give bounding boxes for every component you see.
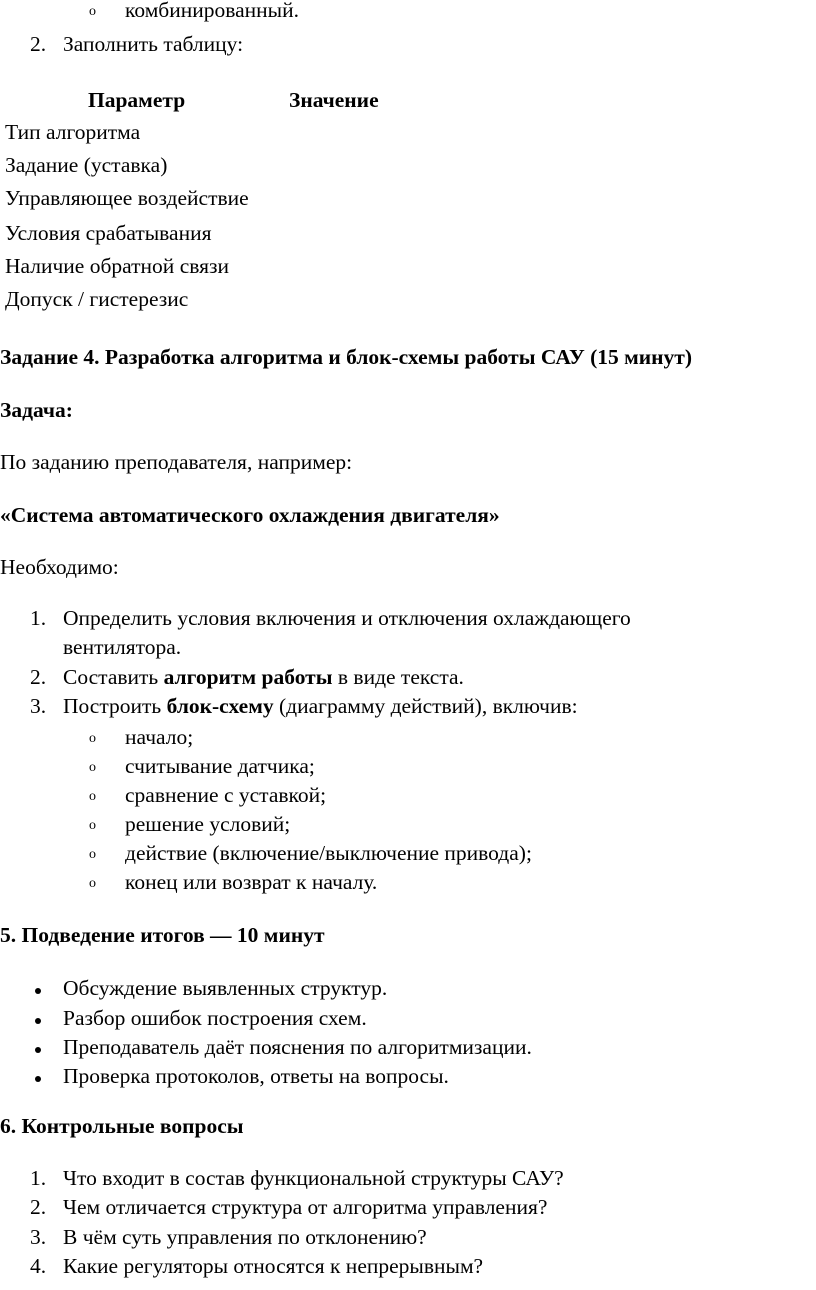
need-label: Необходимо:	[0, 555, 119, 579]
list-item-number: 4.	[30, 1254, 47, 1278]
list-sub-marker: o	[89, 876, 96, 891]
table-header-value: Значение	[289, 88, 379, 112]
question-item: Какие регуляторы относятся к непрерывным?	[63, 1254, 484, 1278]
table-row: Управляющее воздействие	[5, 186, 249, 210]
bullet-item: Обсуждение выявленных структур.	[63, 976, 388, 1000]
list-item-number: 2.	[30, 665, 47, 689]
table-row: Допуск / гистерезис	[5, 287, 189, 311]
list-item-text: Построить блок-схему (диаграмму действий), включив:	[63, 694, 578, 718]
list-item-number: 1.	[30, 1166, 47, 1190]
system-title: «Система автоматического охлаждения двигателя»	[0, 503, 500, 527]
bullet-icon	[35, 1076, 41, 1082]
list-item-number: 2.	[30, 32, 47, 56]
task-label: Задача:	[0, 398, 73, 422]
question-item: Чем отличается структура от алгоритма управления?	[63, 1195, 548, 1219]
section6-heading: 6. Контрольные вопросы	[0, 1114, 244, 1138]
task4-heading: Задание 4. Разработка алгоритма и блок-схемы работы САУ (15 минут)	[0, 345, 693, 369]
list-item-number: 3.	[30, 694, 47, 718]
bullet-item: Разбор ошибок построения схем.	[63, 1006, 367, 1030]
task-intro: По заданию преподавателя, например:	[0, 450, 353, 474]
list-item-text: Заполнить таблицу:	[63, 32, 244, 56]
table-row: Тип алгоритма	[5, 120, 141, 144]
list-sub-marker: o	[89, 818, 96, 833]
list-sub-item: считывание датчика;	[125, 754, 315, 778]
list-sub-marker: o	[89, 789, 96, 804]
question-item: В чём суть управления по отклонению?	[63, 1225, 427, 1249]
list-sub-marker: o	[89, 731, 96, 746]
list-sub-item: действие (включение/выключение привода);	[125, 841, 532, 865]
question-item: Что входит в состав функциональной структуры САУ?	[63, 1166, 564, 1190]
list-sub-marker: o	[89, 847, 96, 862]
list-sub-item: начало;	[125, 725, 194, 749]
table-row: Наличие обратной связи	[5, 254, 229, 278]
list-sub-marker: o	[89, 4, 96, 19]
section5-heading: 5. Подведение итогов — 10 минут	[0, 923, 325, 947]
list-sub-item: сравнение с уставкой;	[125, 783, 327, 807]
list-item-text: Определить условия включения и отключения охлаждающего	[63, 606, 631, 630]
list-item-number: 3.	[30, 1225, 47, 1249]
bullet-icon	[35, 1018, 41, 1024]
list-sub-item: комбинированный.	[125, 0, 300, 22]
list-item-number: 2.	[30, 1195, 47, 1219]
bullet-item: Преподаватель даёт пояснения по алгоритмизации.	[63, 1035, 532, 1059]
table-header-param: Параметр	[88, 88, 186, 112]
list-item-text: Составить алгоритм работы в виде текста.	[63, 665, 464, 689]
list-item-text: вентилятора.	[63, 635, 182, 659]
list-sub-item: решение условий;	[125, 812, 291, 836]
bullet-item: Проверка протоколов, ответы на вопросы.	[63, 1064, 449, 1088]
table-row: Условия срабатывания	[5, 221, 212, 245]
list-sub-item: конец или возврат к началу.	[125, 870, 378, 894]
bullet-icon	[35, 1047, 41, 1053]
table-row: Задание (уставка)	[5, 153, 168, 177]
bullet-icon	[35, 988, 41, 994]
list-sub-marker: o	[89, 760, 96, 775]
list-item-number: 1.	[30, 606, 47, 630]
